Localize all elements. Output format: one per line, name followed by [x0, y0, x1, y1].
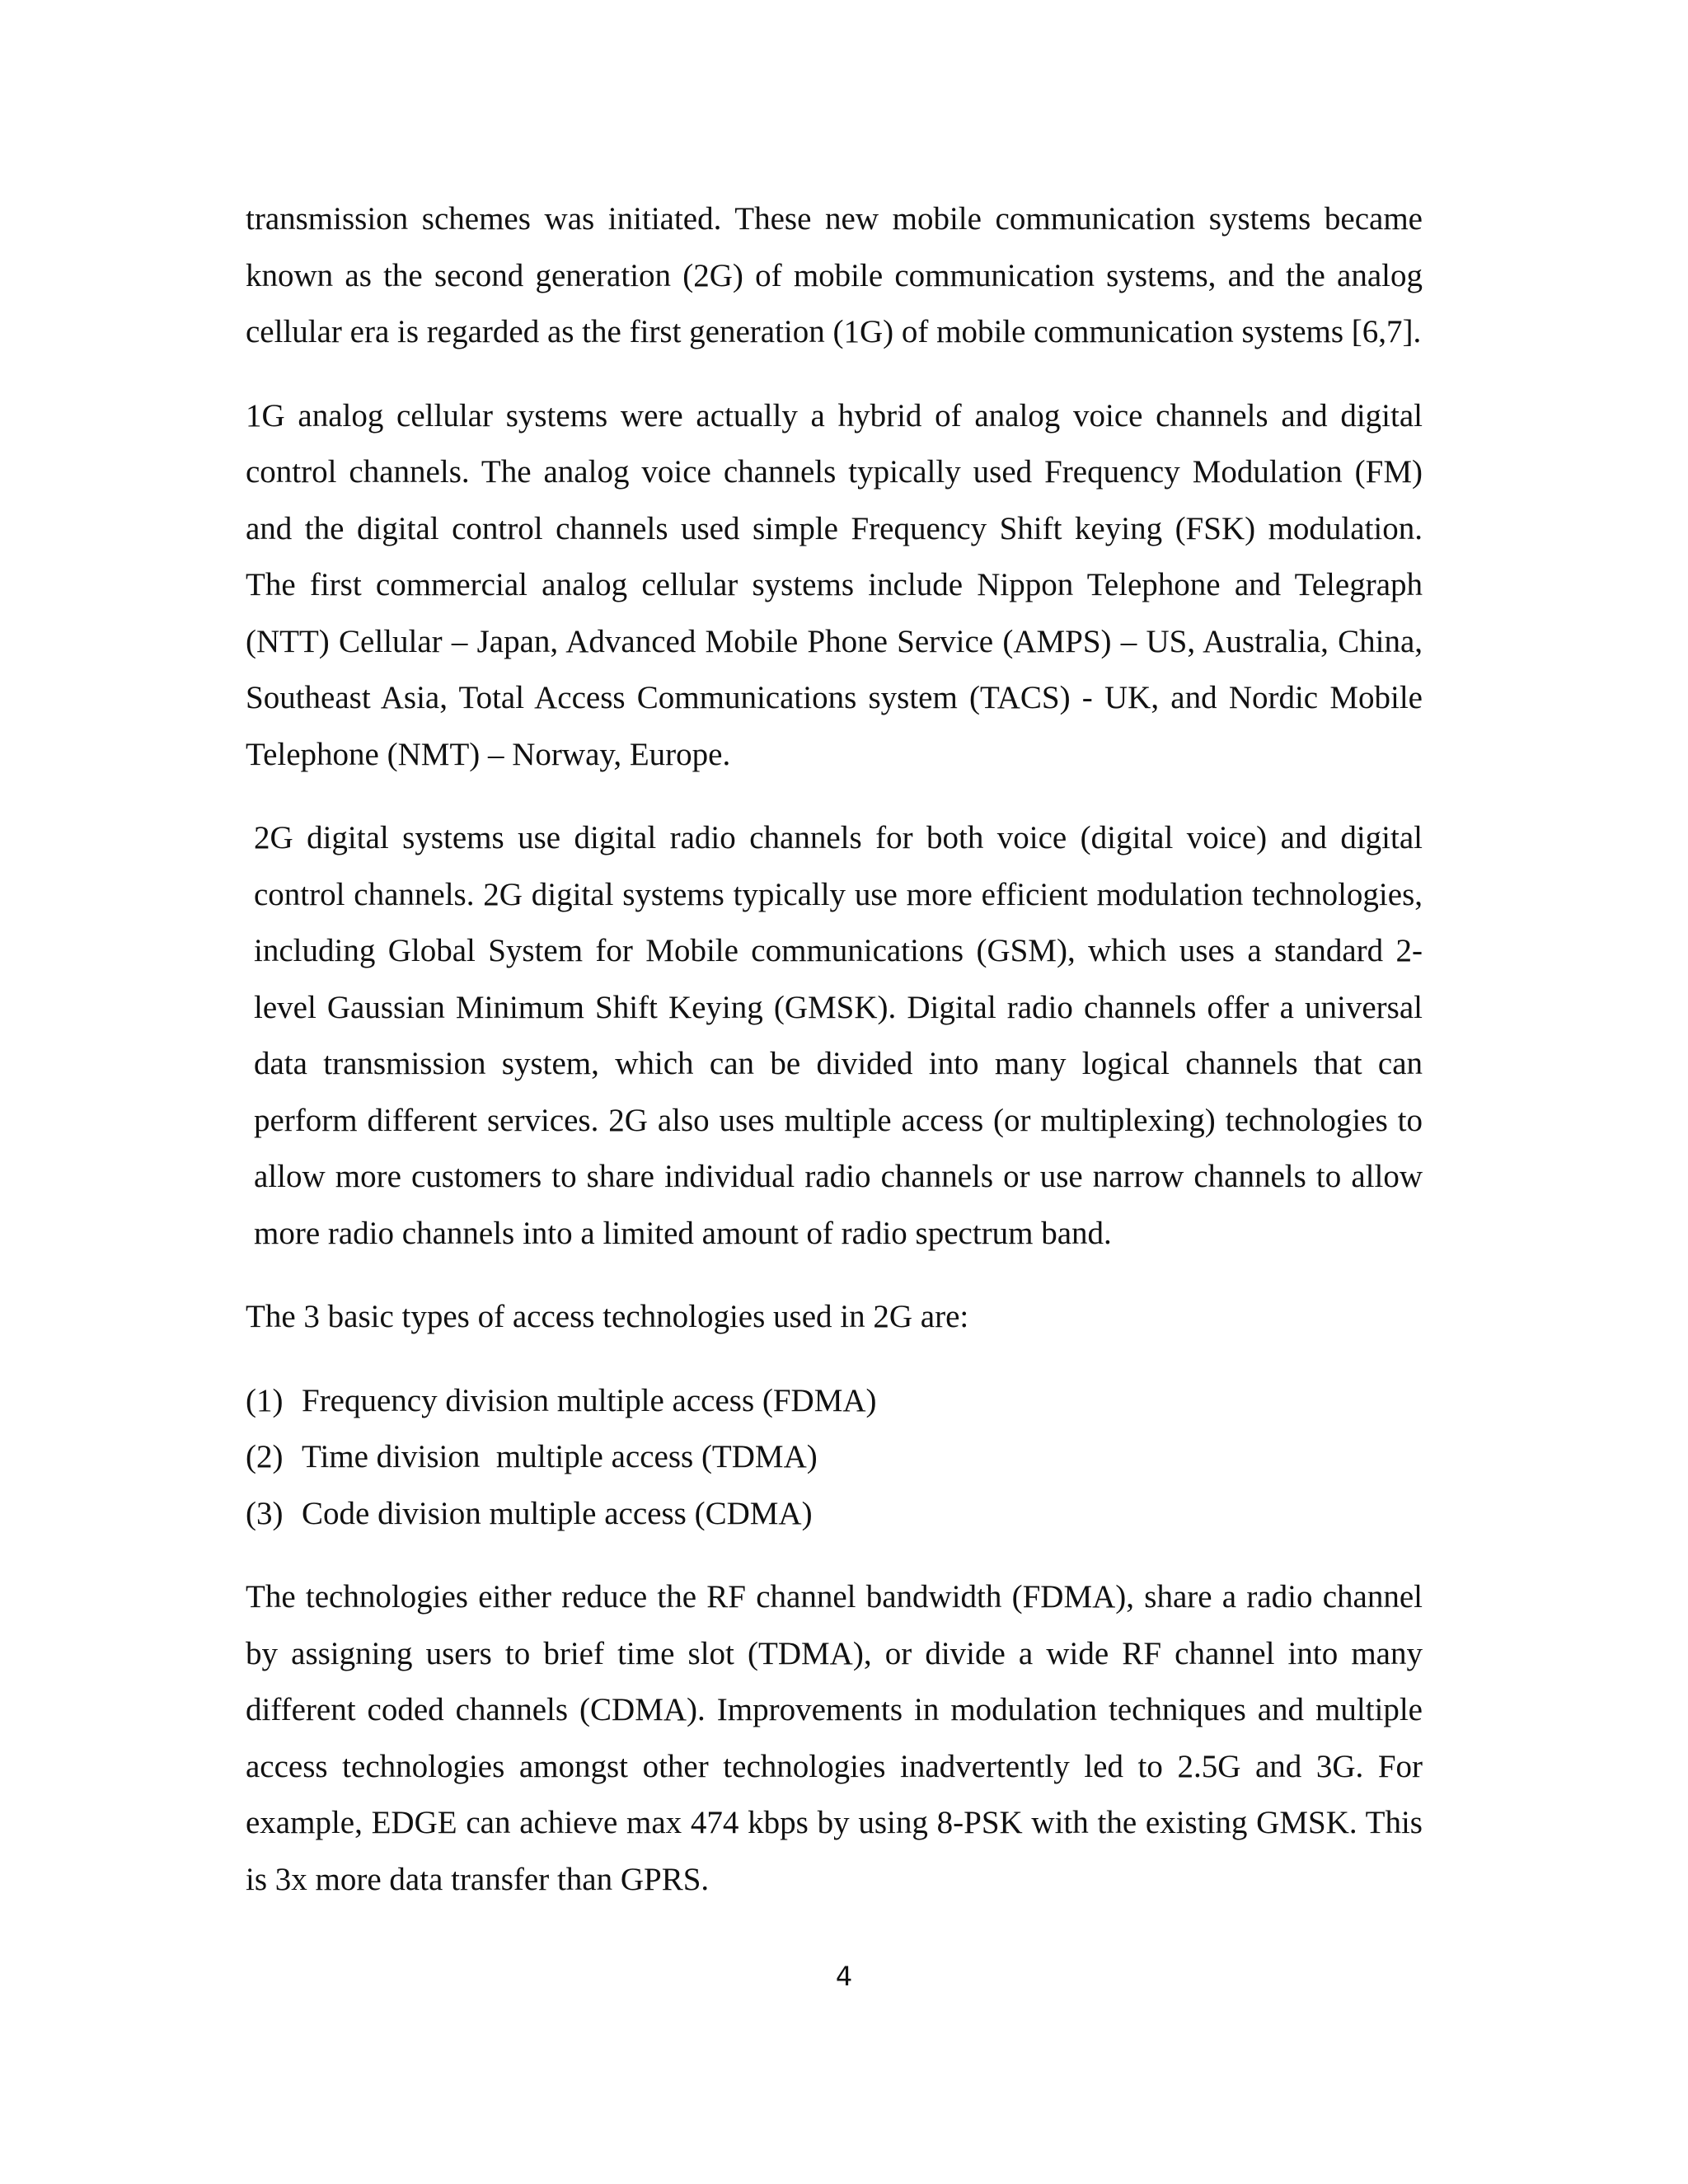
list-text: Frequency division multiple access (FDMA)	[302, 1382, 877, 1418]
page-number: 4	[835, 1961, 853, 1992]
list-text: Code division multiple access (CDMA)	[302, 1495, 813, 1531]
list-item-cdma	[246, 1486, 1423, 1543]
paragraph-1g-analog-systems: 1G analog cellular systems were actually a hybrid of analog voice channels and digital control channels. The analog voice channels typically used Frequency Modulation (FM) and the digital control channels used simple Frequency Shift keying (FSK) modulation. The first commercial analog cellular systems include Nippon Telephone and Telegraph (NTT) Cellular – Japan, Advanced Mobile Phone Service (AMPS) – US, Australia, China, Southeast Asia, Total Access Communications system (TACS) - UK, and Nordic Mobile Telephone (NMT) – Norway, Europe.	[246, 397, 1423, 772]
list-number: (2)	[246, 1439, 284, 1474]
list-item-tdma	[246, 1429, 1423, 1486]
list-text: Time division multiple access (TDMA)	[302, 1439, 818, 1474]
list-number: (3)	[246, 1495, 284, 1531]
paragraph-2g-introduction: transmission schemes was initiated. These new mobile communication systems became known as the second generation (2G) of mobile communication systems, and the analog cellular era is regarded as the first generation (1G) of mobile communication systems [6,7].	[246, 201, 1423, 349]
paragraph-2g-digital-systems: 2G digital systems use digital radio channels for both voice (digital voice) and digital control channels. 2G digital systems typically use more efficient modulation technologies, including Global System for Mobile communications (GSM), which uses a standard 2-level Gaussian Minimum Shift Keying (GMSK). Digital radio channels offer a universal data transmission system, which can be divided into many logical channels that can perform different services. 2G also uses multiple access (or multiplexing) technologies to allow more customers to share individual radio channels or use narrow channels to allow more radio channels into a limited amount of radio spectrum band.	[254, 820, 1423, 1251]
list-item-fdma	[246, 1373, 1423, 1430]
page-body	[246, 191, 1423, 1935]
paragraph-technologies-summary: The technologies either reduce the RF channel bandwidth (FDMA), share a radio channel by assigning users to brief time slot (TDMA), or divide a wide RF channel into many different coded channels (CDMA). Improvements in modulation techniques and multiple access technologies amongst other technologies inadvertently led to 2.5G and 3G. For example, EDGE can achieve max 474 kbps by using 8-PSK with the existing GMSK. This is 3x more data transfer than GPRS.	[246, 1579, 1423, 1897]
list-number: (1)	[246, 1382, 284, 1418]
paragraph-access-types-intro: The 3 basic types of access technologies used in 2G are:	[246, 1299, 969, 1334]
access-technologies-list	[246, 1373, 1423, 1543]
